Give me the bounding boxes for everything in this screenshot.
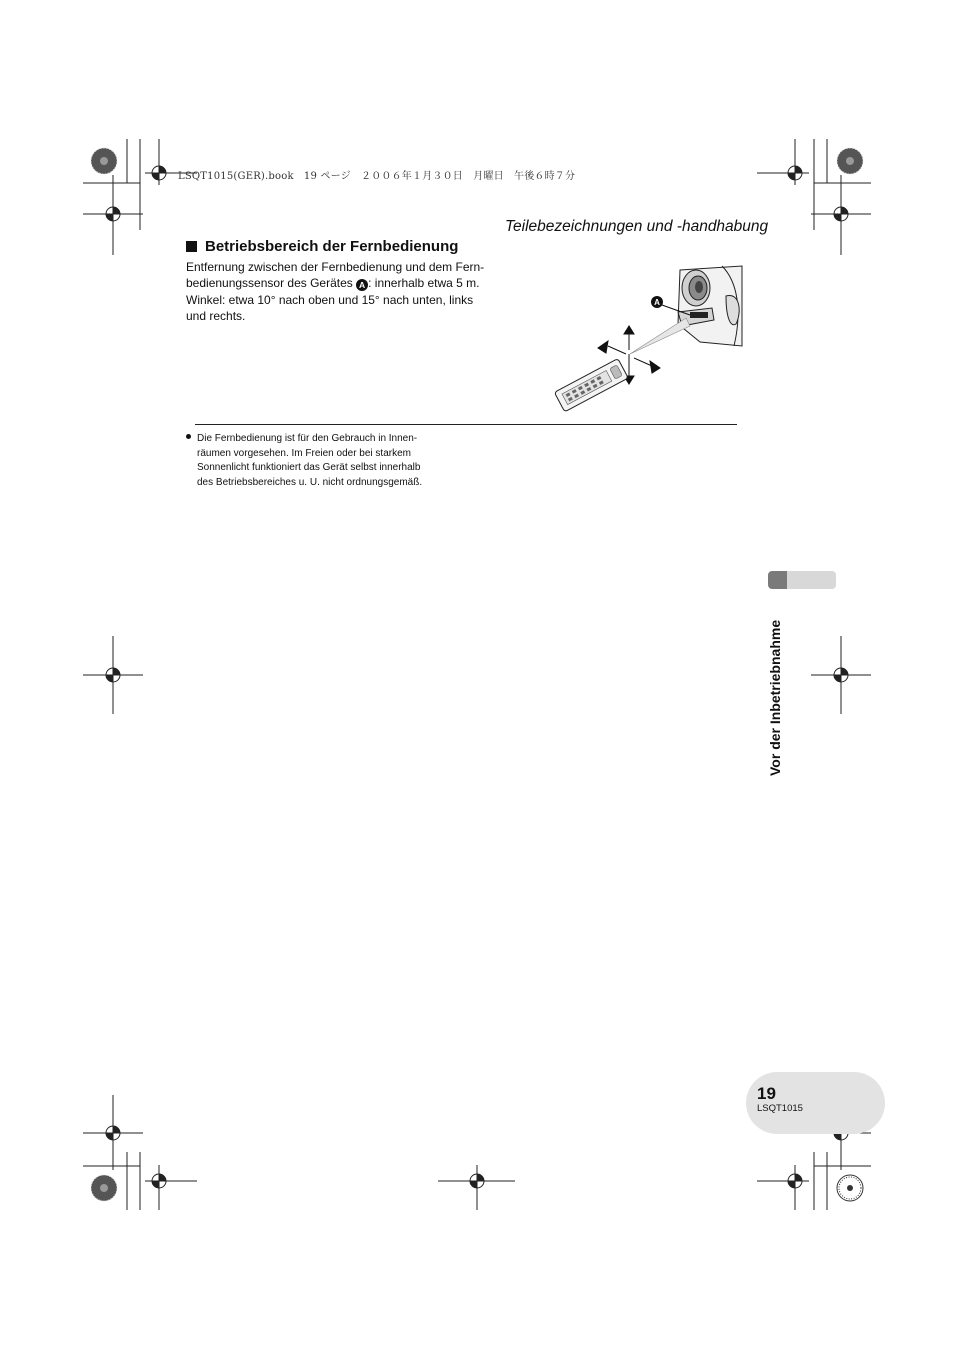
running-title: Teilebezeichnungen und -handhabung <box>505 218 769 235</box>
print-header: LSQT1015(GER).book 19 ページ ２００６年１月３０日 月曜日 午後６時７分 <box>178 171 576 182</box>
note-line: räumen vorgesehen. Im Freien oder bei starkem <box>197 447 411 459</box>
chapter-tab-indicator <box>768 571 836 589</box>
body-line: Winkel: etwa 10° nach oben und 15° nach unten, links <box>186 292 474 307</box>
section-heading-text: Betriebsbereich der Fernbedienung <box>205 238 459 255</box>
bullet-dot-icon <box>186 434 191 439</box>
body-line: Entfernung zwischen der Fernbedienung und dem Fern- <box>186 260 485 274</box>
section-heading <box>186 238 458 255</box>
chapter-tab-active-segment <box>768 571 787 589</box>
note-line <box>186 432 476 447</box>
model-code: LSQT1015 <box>757 1103 803 1114</box>
remote-range-illustration <box>550 262 745 412</box>
note-text: Die Fernbedienung ist für den Gebrauch in Innen- <box>197 433 418 444</box>
page-number: 19 <box>757 1084 776 1103</box>
marker-a-icon: A <box>356 279 368 291</box>
section-divider <box>195 424 737 425</box>
callout-a-label: A <box>654 298 660 307</box>
body-line: und rechts. <box>186 309 246 324</box>
body-line-text: bedienungssensor des Gerätes <box>186 276 357 291</box>
square-bullet-icon <box>186 241 197 252</box>
note-line: Sonnenlicht funktioniert das Gerät selbst innerhalb <box>197 462 421 474</box>
section-body <box>186 259 516 325</box>
body-line-text: : innerhalb etwa 5 m. <box>368 276 480 291</box>
note <box>186 432 476 490</box>
body-line <box>186 275 516 291</box>
chapter-side-label: Vor der Inbetriebnahme <box>767 619 783 776</box>
note-line: des Betriebsbereiches u. U. nicht ordnungsgemäß. <box>197 476 423 488</box>
